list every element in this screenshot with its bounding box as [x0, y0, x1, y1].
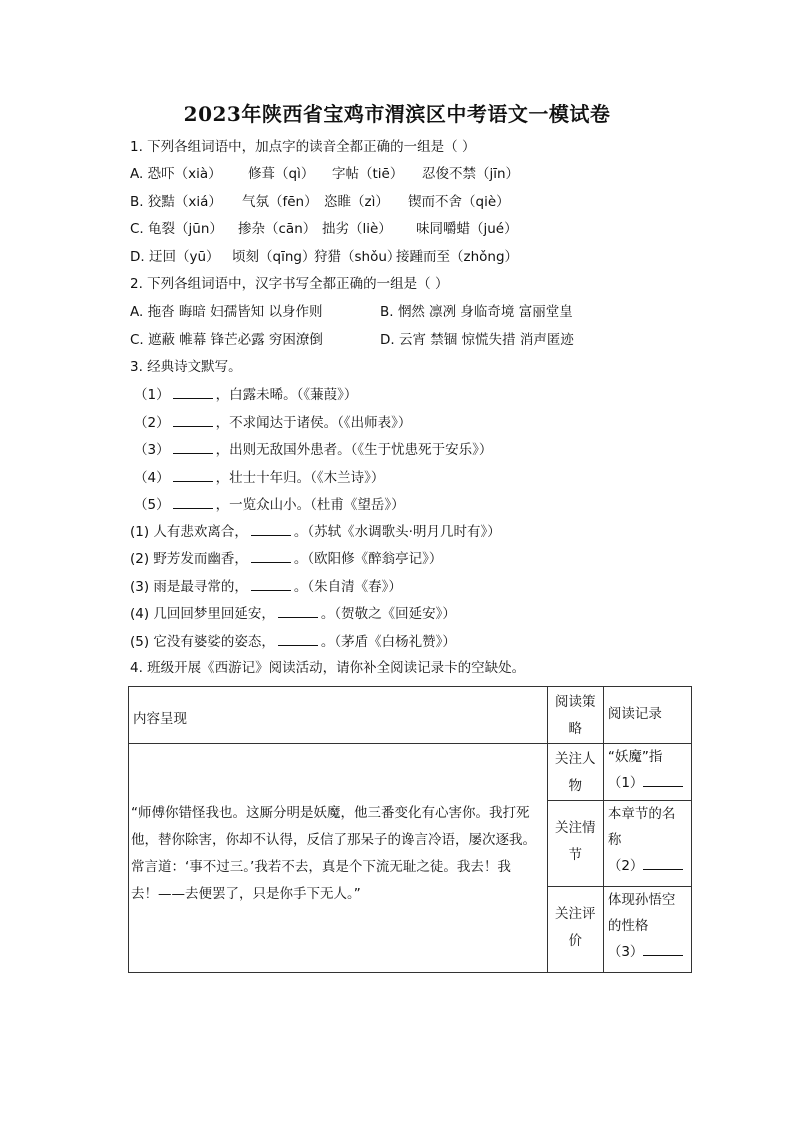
- q3a-num-3: （3）: [134, 442, 170, 458]
- q3a-num-1: （1）: [134, 387, 170, 403]
- answer-blank[interactable]: [173, 439, 213, 454]
- q3a-text-4: ，壮士十年归。（《木兰诗》）: [215, 470, 385, 486]
- q1-d-2: 顷刻（qīng）: [232, 249, 316, 265]
- q3a-text-3: ，出则无敌国外患者。（《生于忧患死于安乐》）: [215, 442, 493, 458]
- q3a-text-5: ，一览众山小。（杜甫《望岳》）: [215, 497, 405, 513]
- table-header-row: [129, 687, 692, 744]
- answer-blank[interactable]: [643, 941, 683, 956]
- q1-d-1: D. 迂回（yū）: [130, 249, 220, 265]
- q1-option-c: [130, 219, 518, 239]
- q3a-line-3: [134, 439, 492, 460]
- record-cell-3: [603, 887, 691, 973]
- q3b-line-1: [130, 521, 501, 542]
- quote-line-2: 他，替你除害，你却不认得，反信了那呆子的谗言冷语，屡次逐我。: [131, 832, 536, 848]
- q1-b-3: 恣睢（zì）: [324, 194, 389, 210]
- q1-b-4: 锲而不舍（qiè）: [408, 194, 510, 210]
- strategy-cell-2: [547, 801, 603, 887]
- q1-a-1: A. 恐吓（xià）: [130, 166, 222, 182]
- strategy-2-line-2: 节: [568, 847, 583, 863]
- q2-stem: 2. 下列各组词语中，汉字书写全都正确的一组是（ ）: [130, 276, 449, 292]
- q1-a-4: 忍俊不禁（jīn）: [422, 166, 520, 182]
- q2-option-d: D. 云宵 禁锢 惊慌失措 消声匿迹: [380, 332, 574, 348]
- q2-option-c: C. 遮蔽 帷幕 锋芒必露 穷困潦倒: [130, 332, 323, 348]
- q1-d-4: 接踵而至（zhǒng）: [396, 249, 519, 265]
- record-1-line-1: “妖魔”指: [607, 749, 663, 765]
- q3a-num-4: （4）: [134, 470, 170, 486]
- quote-cell: [129, 744, 548, 973]
- answer-blank[interactable]: [251, 521, 291, 536]
- q1-c-4: 味同嚼蜡（jué）: [416, 221, 518, 237]
- blank-number-3: （3）: [607, 944, 644, 960]
- q3b-pre-4: (4) 几回回梦里回延安，: [130, 606, 275, 622]
- q1-b-2: 气氛（fēn）: [242, 194, 318, 210]
- strategy-cell-1: [547, 744, 603, 801]
- strategy-1-line-1: 关注人: [555, 751, 596, 767]
- q3b-pre-5: (5) 它没有婆娑的姿态，: [130, 634, 275, 650]
- q3a-line-1: [134, 384, 357, 405]
- answer-blank[interactable]: [251, 548, 291, 563]
- q3b-line-4: [130, 603, 456, 624]
- q1-stem: 1. 下列各组词语中，加点字的读音全都正确的一组是（ ）: [130, 139, 476, 155]
- record-3-line-1: 体现孙悟空: [607, 892, 676, 908]
- q3b-post-1: 。（苏轼《水调歌头·明月几时有》）: [293, 524, 501, 540]
- quote-line-4: 去！——去便罢了，只是你手下无人。”: [131, 886, 361, 902]
- q3b-line-2: [130, 548, 442, 569]
- q1-a-2: 修葺（qì）: [248, 166, 315, 182]
- quote-line-3: 常言道：‘事不过三。’我若不去，真是个下流无耻之徒。我去！我: [131, 859, 511, 875]
- q3b-line-5: [130, 631, 456, 652]
- q3a-num-2: （2）: [134, 415, 170, 431]
- answer-blank[interactable]: [173, 467, 213, 482]
- q2-option-a: A. 拖沓 晦暗 妇孺皆知 以身作则: [130, 304, 323, 320]
- q3a-line-5: [134, 494, 405, 515]
- q2-row-cd: [130, 330, 574, 350]
- answer-blank[interactable]: [251, 576, 291, 591]
- header-record: 阅读记录: [603, 687, 691, 744]
- blank-number-1: （1）: [607, 775, 644, 791]
- record-2-line-1: 本章节的名: [607, 806, 676, 822]
- q2-option-b: B. 惘然 凛冽 身临奇境 富丽堂皇: [380, 304, 573, 320]
- header-content: 内容呈现: [129, 687, 548, 744]
- q3b-post-5: 。（茅盾《白杨礼赞》）: [320, 634, 456, 650]
- q3b-post-2: 。（欧阳修《醉翁亭记》）: [293, 551, 443, 567]
- header-strategy-line-1: 阅读策: [555, 694, 596, 710]
- answer-blank[interactable]: [278, 603, 318, 618]
- q1-c-2: 掺杂（cān）: [238, 221, 317, 237]
- answer-blank[interactable]: [278, 631, 318, 646]
- q3b-line-3: [130, 576, 402, 597]
- strategy-1-line-2: 物: [568, 778, 583, 794]
- record-cell-1: [603, 744, 691, 801]
- q1-option-d: [130, 247, 518, 267]
- header-strategy: [547, 687, 603, 744]
- q1-a-3: 字帖（tiē）: [332, 166, 404, 182]
- strategy-2-line-1: 关注情: [555, 820, 596, 836]
- q3a-num-5: （5）: [134, 497, 170, 513]
- q1-option-b: [130, 192, 510, 212]
- q3a-text-1: ，白露未晞。（《蒹葭》）: [215, 387, 358, 403]
- q3b-pre-3: (3) 雨是最寻常的，: [130, 579, 248, 595]
- record-2-line-2: 称: [607, 832, 622, 848]
- q1-option-a: [130, 164, 519, 184]
- record-1-blank-line: [608, 770, 691, 796]
- q4-stem: 4. 班级开展《西游记》阅读活动，请你补全阅读记录卡的空缺处。: [130, 660, 526, 676]
- reading-record-table: [128, 686, 692, 973]
- table-row: [129, 744, 692, 801]
- q3a-line-4: [134, 467, 384, 488]
- strategy-3-line-1: 关注评: [555, 906, 596, 922]
- blank-number-2: （2）: [607, 858, 644, 874]
- strategy-cell-3: [547, 887, 603, 973]
- answer-blank[interactable]: [643, 855, 683, 870]
- strategy-3-line-2: 价: [568, 933, 583, 949]
- q3a-line-2: [134, 412, 411, 433]
- q3b-pre-2: (2) 野芳发而幽香，: [130, 551, 248, 567]
- record-3-blank-line: [608, 939, 691, 965]
- q3b-post-3: 。（朱自清《春》）: [293, 579, 402, 595]
- record-3-line-2: 的性格: [607, 918, 649, 934]
- q1-c-1: C. 龟裂（jūn）: [130, 221, 223, 237]
- q3b-pre-1: (1) 人有悲欢离合，: [130, 524, 248, 540]
- answer-blank[interactable]: [173, 384, 213, 399]
- record-cell-2: [603, 801, 691, 887]
- q1-b-1: B. 狡黠（xiá）: [130, 194, 222, 210]
- q3-stem: 3. 经典诗文默写。: [130, 359, 242, 375]
- page-title: 2023年陕西省宝鸡市渭滨区中考语文一模试卷: [183, 102, 611, 126]
- q3a-text-2: ，不求闻达于诸侯。（《出师表》）: [215, 415, 412, 431]
- answer-blank[interactable]: [173, 494, 213, 509]
- q3b-post-4: 。（贺敬之《回延安》）: [320, 606, 456, 622]
- record-2-blank-line: [608, 853, 691, 879]
- header-strategy-line-2: 略: [568, 721, 583, 737]
- q2-row-ab: [130, 302, 573, 322]
- q1-c-3: 拙劣（liè）: [322, 221, 392, 237]
- answer-blank[interactable]: [173, 412, 213, 427]
- q1-d-3: 狩猎（shǒu）: [314, 249, 401, 265]
- answer-blank[interactable]: [643, 772, 683, 787]
- quote-line-1: “师傅你错怪我也。这厮分明是妖魔，他三番变化有心害你。我打死: [131, 805, 530, 821]
